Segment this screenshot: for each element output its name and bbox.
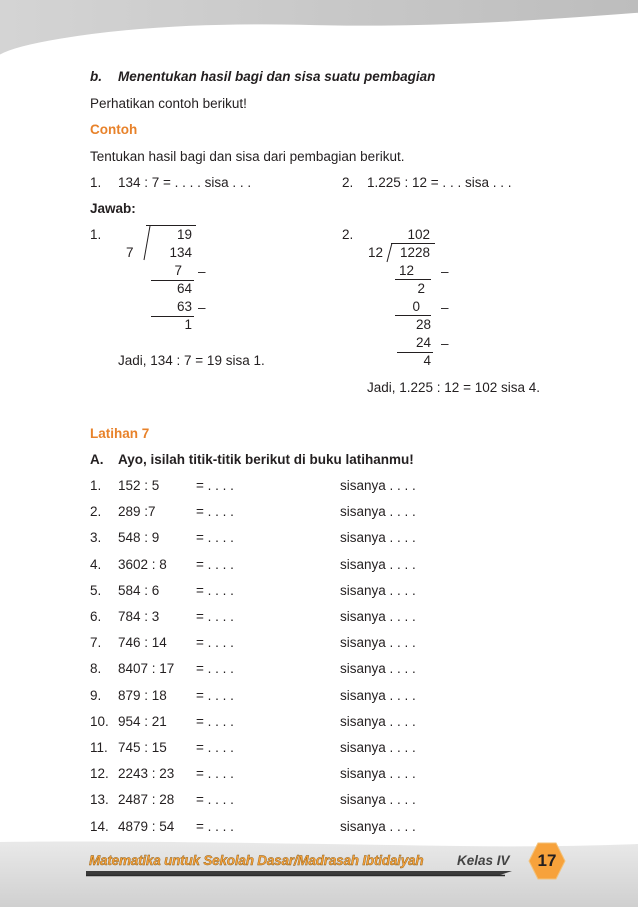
ex1-remainder: 1 [184, 317, 192, 332]
exercise-number: 4. [90, 557, 102, 572]
contoh-q2-num: 2. [342, 175, 354, 190]
ex2-step: 2 [417, 281, 425, 296]
exercise-expression: 289 :7 [118, 504, 156, 519]
exercise-answer-blank: = . . . . [196, 819, 234, 834]
contoh-heading: Contoh [90, 122, 138, 137]
exercise-answer-blank: = . . . . [196, 714, 234, 729]
exercise-answer-blank: = . . . . [196, 530, 234, 545]
ex2-remainder: 4 [423, 353, 431, 368]
exercise-expression: 152 : 5 [118, 478, 160, 493]
exercise-answer-blank: = . . . . [196, 478, 234, 493]
exercise-expression: 879 : 18 [118, 688, 167, 703]
exercise-number: 8. [90, 661, 102, 676]
exercise-remainder-blank: sisanya . . . . [340, 766, 416, 781]
exercise-remainder-blank: sisanya . . . . [340, 478, 416, 493]
exercise-answer-blank: = . . . . [196, 583, 234, 598]
ex2-minus: – [441, 336, 449, 351]
exercise-answer-blank: = . . . . [196, 740, 234, 755]
exercise-answer-blank: = . . . . [196, 661, 234, 676]
ex2-step: 28 [415, 317, 431, 332]
exercise-answer-blank: = . . . . [196, 609, 234, 624]
exercise-expression: 2487 : 28 [118, 792, 175, 807]
ex2-divisor: 12 [368, 245, 384, 260]
ex2-num: 2. [342, 227, 354, 242]
exercise-remainder-blank: sisanya . . . . [340, 530, 416, 545]
latihan-part-label: A. [90, 452, 104, 467]
exercise-number: 3. [90, 530, 102, 545]
exercise-remainder-blank: sisanya . . . . [340, 557, 416, 572]
ex1-step: 64 [176, 281, 192, 296]
exercise-number: 5. [90, 583, 102, 598]
exercise-number: 7. [90, 635, 102, 650]
exercise-expression: 4879 : 54 [118, 819, 175, 834]
ex1-conclusion: Jadi, 134 : 7 = 19 sisa 1. [118, 353, 265, 368]
exercise-number: 13. [90, 792, 109, 807]
ex1-step: 7 [174, 263, 182, 278]
ex2-step: 24 [415, 335, 431, 350]
exercise-number: 6. [90, 609, 102, 624]
page-number: 17 [537, 851, 557, 870]
exercise-answer-blank: = . . . . [196, 766, 234, 781]
exercise-answer-blank: = . . . . [196, 504, 234, 519]
exercise-answer-blank: = . . . . [196, 688, 234, 703]
exercise-expression: 784 : 3 [118, 609, 160, 624]
ex2-minus: – [441, 264, 449, 279]
ex1-num: 1. [90, 227, 102, 242]
exercise-answer-blank: = . . . . [196, 792, 234, 807]
exercise-remainder-blank: sisanya . . . . [340, 740, 416, 755]
exercise-number: 2. [90, 504, 102, 519]
ex2-step: 12 [398, 263, 414, 278]
ex1-step: 63 [176, 299, 192, 314]
header-decoration [0, 0, 638, 60]
exercise-remainder-blank: sisanya . . . . [340, 661, 416, 676]
ex2-minus: – [441, 300, 449, 315]
contoh-q1-num: 1. [90, 175, 102, 190]
ex1-division-bracket [143, 225, 151, 261]
ex1-divisor: 7 [126, 245, 134, 260]
exercise-expression: 746 : 14 [118, 635, 167, 650]
ex2-dividend: 1228 [399, 245, 430, 260]
ex2-conclusion: Jadi, 1.225 : 12 = 102 sisa 4. [367, 380, 540, 395]
section-b-title: Menentukan hasil bagi dan sisa suatu pembagian [118, 69, 436, 84]
exercise-remainder-blank: sisanya . . . . [340, 714, 416, 729]
exercise-expression: 548 : 9 [118, 530, 160, 545]
exercise-number: 1. [90, 478, 102, 493]
exercise-expression: 745 : 15 [118, 740, 167, 755]
ex2-quotient: 102 [407, 227, 430, 242]
ex2-step: 0 [412, 299, 420, 314]
exercise-expression: 3602 : 8 [118, 557, 167, 572]
ex2-division-bracket [386, 243, 394, 263]
exercise-number: 11. [90, 740, 108, 755]
exercise-answer-blank: = . . . . [196, 557, 234, 572]
exercise-remainder-blank: sisanya . . . . [340, 583, 416, 598]
section-b-label: b. [90, 69, 102, 84]
contoh-instruction: Tentukan hasil bagi dan sisa dari pembagian berikut. [90, 149, 405, 164]
ex1-minus: – [198, 264, 206, 279]
ex1-minus: – [198, 300, 206, 315]
exercise-remainder-blank: sisanya . . . . [340, 688, 416, 703]
footer-grade: Kelas IV [457, 853, 510, 868]
exercise-number: 12. [90, 766, 109, 781]
latihan-heading: Latihan 7 [90, 426, 150, 441]
exercise-expression: 8407 : 17 [118, 661, 175, 676]
exercise-expression: 584 : 6 [118, 583, 160, 598]
exercise-remainder-blank: sisanya . . . . [340, 609, 416, 624]
ex1-dividend: 134 [169, 245, 192, 260]
exercise-expression: 954 : 21 [118, 714, 167, 729]
exercise-expression: 2243 : 23 [118, 766, 175, 781]
exercise-number: 10. [90, 714, 109, 729]
footer-book-title: Matematika untuk Sekolah Dasar/Madrasah Ibtidaiyah [89, 853, 424, 868]
exercise-answer-blank: = . . . . [196, 635, 234, 650]
exercise-number: 9. [90, 688, 102, 703]
exercise-remainder-blank: sisanya . . . . [340, 635, 416, 650]
exercise-number: 14. [90, 819, 109, 834]
exercise-remainder-blank: sisanya . . . . [340, 819, 416, 834]
exercise-remainder-blank: sisanya . . . . [340, 504, 416, 519]
jawab-label: Jawab: [90, 201, 136, 216]
latihan-instruction: Ayo, isilah titik-titik berikut di buku latihanmu! [118, 452, 414, 467]
contoh-q1: 134 : 7 = . . . . sisa . . . [118, 175, 252, 190]
exercise-remainder-blank: sisanya . . . . [340, 792, 416, 807]
section-b-intro: Perhatikan contoh berikut! [90, 96, 247, 111]
ex1-quotient: 19 [176, 227, 192, 242]
contoh-q2: 1.225 : 12 = . . . sisa . . . [367, 175, 512, 190]
